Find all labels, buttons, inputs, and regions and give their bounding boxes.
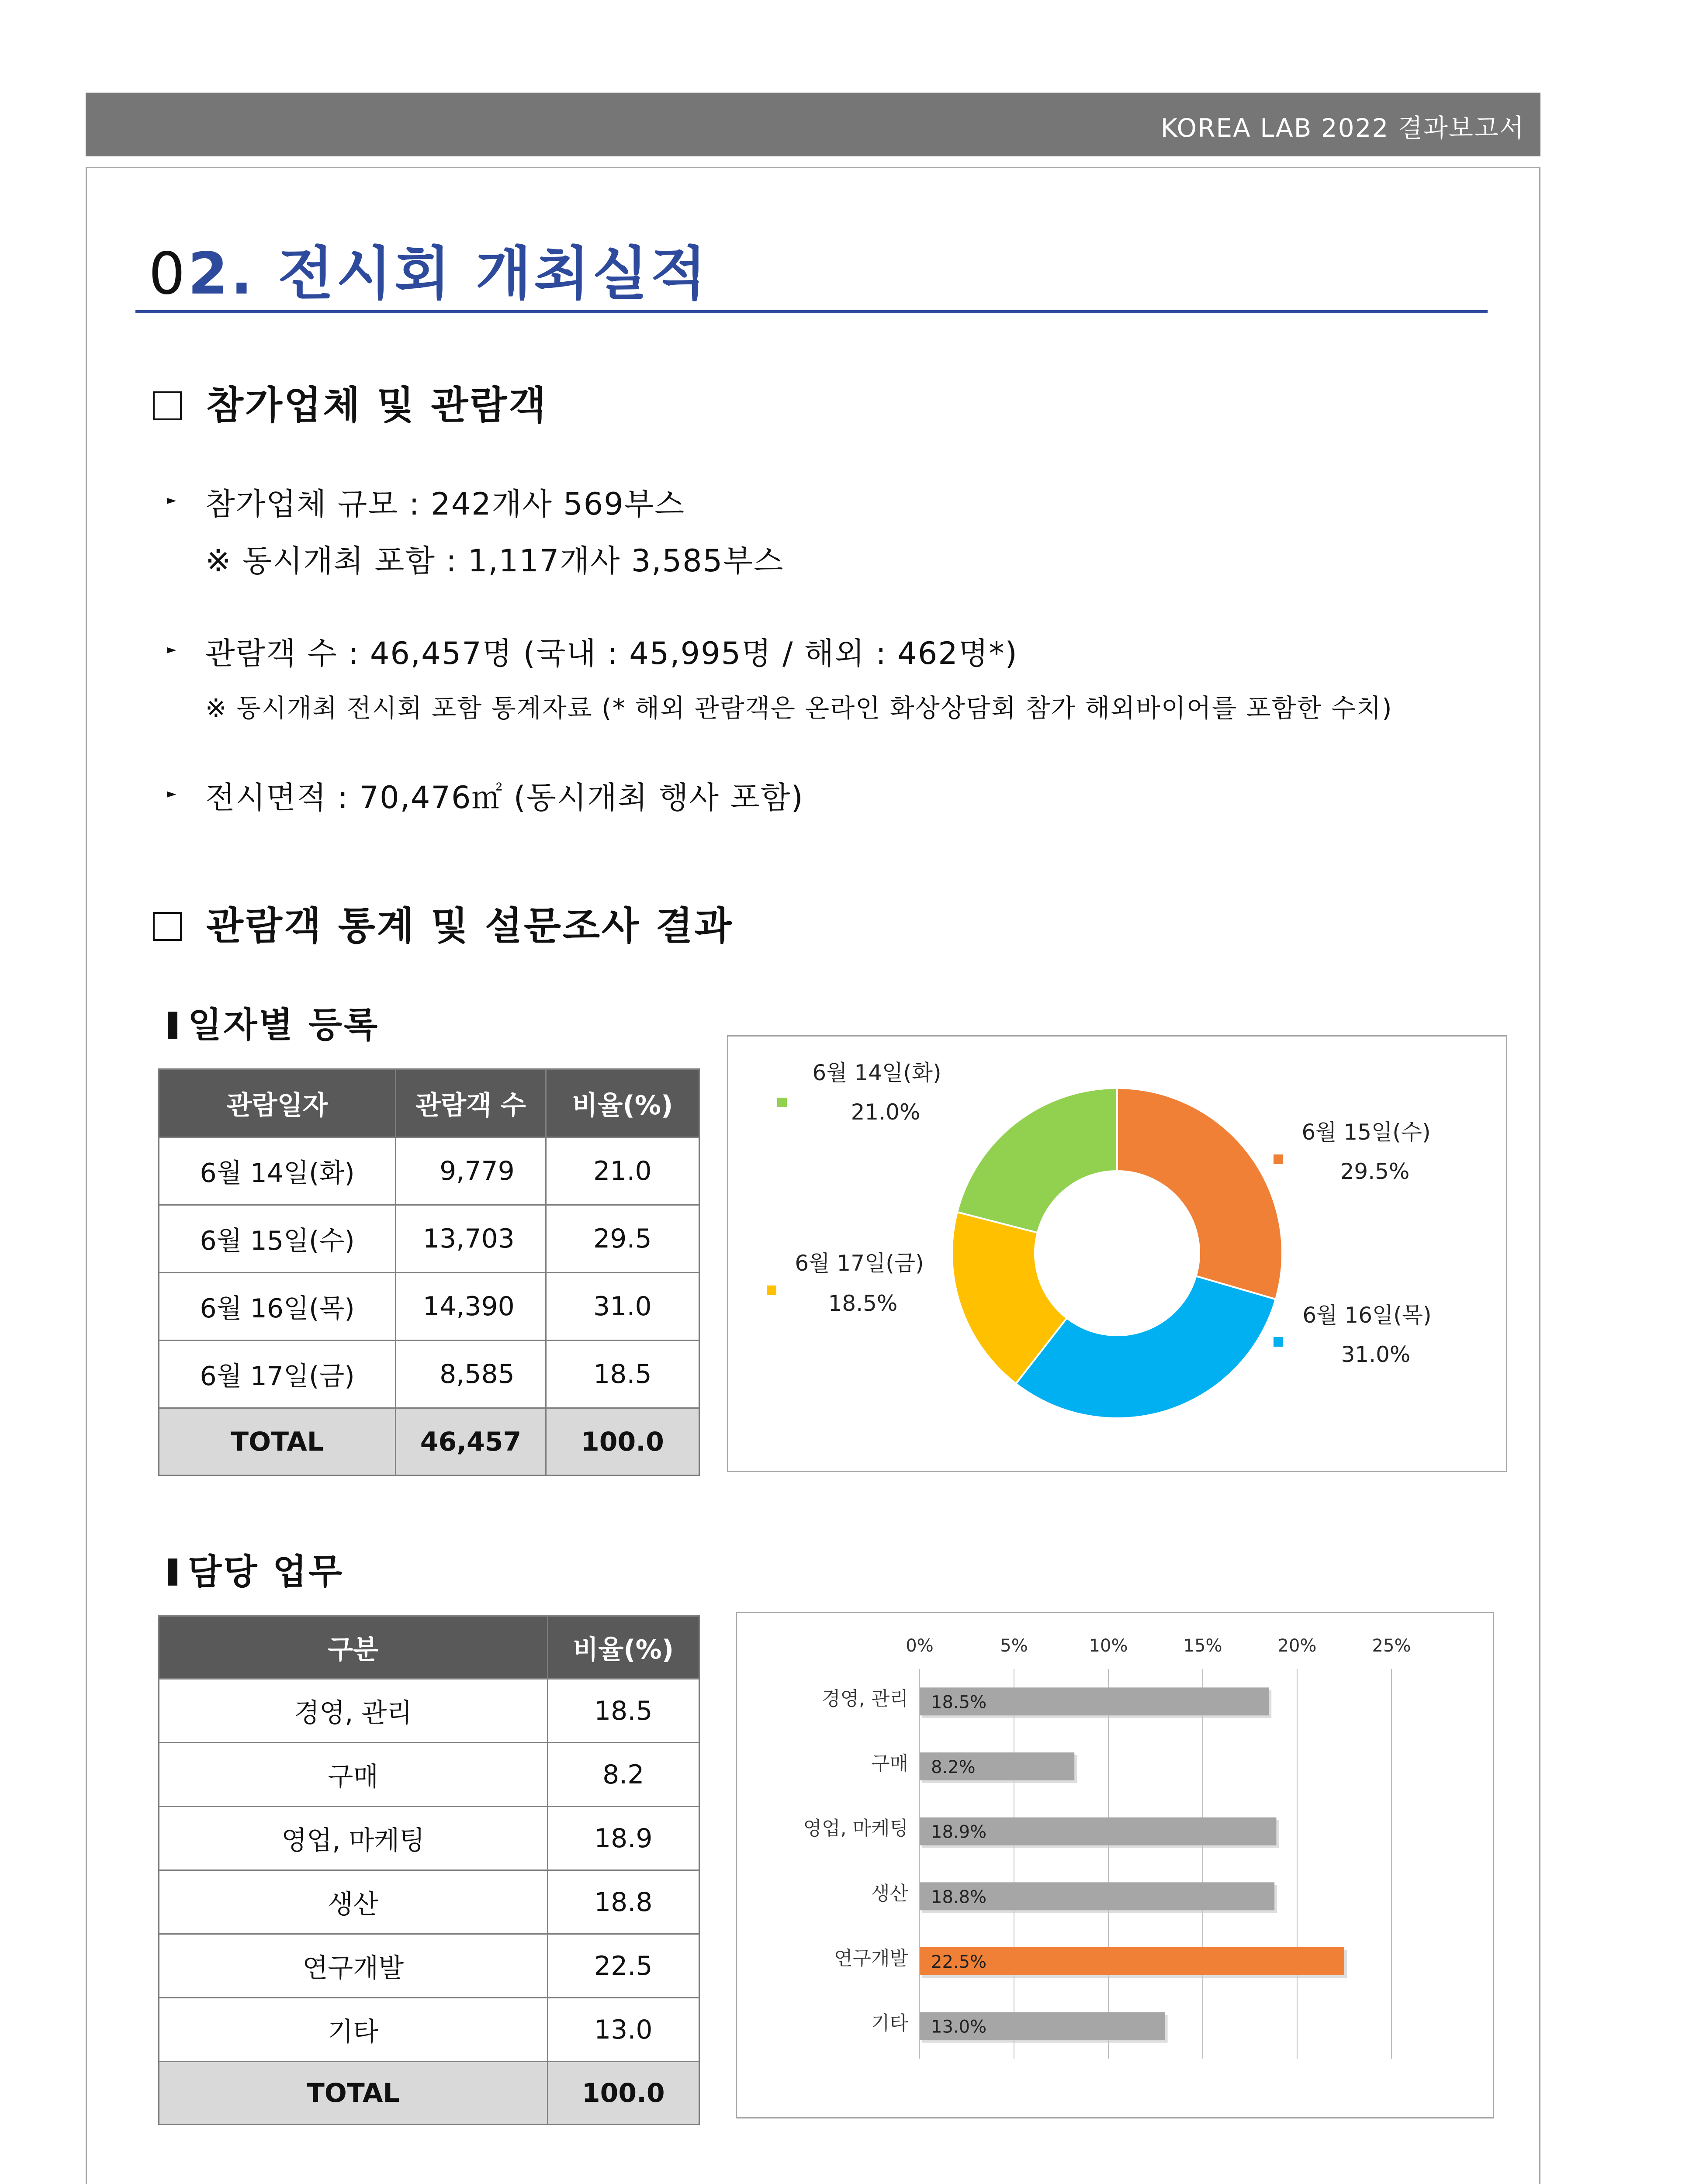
category-label: 경영, 관리 [822, 1687, 908, 1710]
daily-subtitle [168, 997, 379, 1047]
triangle-bullet-icon: ► [167, 786, 177, 801]
bar-chart [737, 1613, 1493, 2117]
table-cell: 영업, 마케팅 [159, 1807, 548, 1870]
table-row [159, 1341, 699, 1408]
table-row [159, 1998, 699, 2062]
bullet-participants: 참가업체 규모 : 242개사 569부스 [205, 486, 685, 522]
slice-value-label: 29.5% [1340, 1159, 1410, 1184]
table-cell: 18.8 [547, 1870, 699, 1934]
table-cell: 6월 14일(화) [159, 1137, 396, 1205]
table-cell: 29.5 [546, 1205, 699, 1273]
table-cell: 기타 [159, 1998, 548, 2062]
category-label: 생산 [871, 1882, 908, 1905]
table-cell: 경영, 관리 [159, 1679, 548, 1743]
x-tick-label: 0% [906, 1636, 934, 1656]
page-title [149, 227, 709, 310]
legend-marker [777, 1098, 787, 1107]
checkbox-square-icon [153, 391, 182, 420]
section1-title [153, 375, 547, 430]
slice-category-label: 6월 16일(목) [1302, 1303, 1432, 1328]
table-row [159, 1273, 699, 1341]
table-cell: 13,703 [396, 1205, 546, 1273]
x-tick-label: 15% [1183, 1636, 1222, 1656]
table-cell: 6월 17일(금) [159, 1341, 396, 1408]
title-number-prefix: 0 [149, 240, 188, 308]
daily-subtitle-text: 일자별 등록 [188, 1005, 380, 1045]
table-cell: 9,779 [396, 1137, 546, 1205]
legend-marker [1274, 1337, 1283, 1347]
duty-subtitle [168, 1544, 344, 1594]
duty-table [158, 1615, 700, 2125]
slice-value-label: 31.0% [1341, 1342, 1411, 1367]
slice-value-label: 21.0% [851, 1099, 921, 1125]
table-header-row [159, 1616, 699, 1679]
section2-title-text: 관람객 통계 및 설문조사 결과 [206, 903, 734, 948]
donut-chart [728, 1037, 1506, 1471]
table-header-cell: 관람객 수 [396, 1069, 546, 1137]
table-header-cell: 구분 [159, 1616, 548, 1679]
daily-table [158, 1068, 700, 1476]
x-tick-label: 20% [1277, 1636, 1317, 1656]
table-row [159, 1870, 699, 1934]
table-cell: 22.5 [547, 1934, 699, 1998]
category-label: 기타 [871, 2012, 908, 2035]
table-cell: 100.0 [546, 1408, 699, 1476]
x-tick-label: 10% [1089, 1636, 1128, 1656]
title-underline [135, 310, 1488, 313]
title-number-suffix: 2. [187, 240, 255, 308]
bar-value-label: 8.2% [931, 1757, 976, 1777]
table-header-cell: 관람일자 [159, 1069, 396, 1137]
bar-value-label: 18.5% [931, 1692, 987, 1713]
category-label: 구매 [871, 1752, 908, 1775]
legend-marker [1274, 1154, 1283, 1164]
table-row [159, 1679, 699, 1743]
table-row [159, 1205, 699, 1273]
category-label: 영업, 마케팅 [803, 1817, 908, 1840]
slice-value-label: 18.5% [828, 1291, 898, 1316]
table-header-row [159, 1069, 699, 1137]
bar-value-label: 18.8% [931, 1887, 987, 1908]
table-cell: 8,585 [396, 1341, 546, 1408]
legend-marker [767, 1286, 776, 1295]
table-cell: TOTAL [159, 2062, 548, 2125]
category-label: 연구개발 [834, 1947, 908, 1970]
table-row [159, 1807, 699, 1870]
table-cell: 13.0 [547, 1998, 699, 2062]
table-cell: 8.2 [547, 1743, 699, 1807]
bullet-area: 전시면적 : 70,476㎡ (동시개최 행사 포함) [205, 780, 804, 816]
table-header-cell: 비율(%) [546, 1069, 699, 1137]
table-cell: 18.5 [546, 1341, 699, 1408]
bar-value-label: 13.0% [931, 2017, 987, 2037]
section2-title [153, 895, 734, 950]
table-cell: 14,390 [396, 1273, 546, 1341]
bullet-visitors: 관람객 수 : 46,457명 (국내 : 45,995명 / 해외 : 462명*) [205, 636, 1018, 671]
header-bar [86, 93, 1540, 156]
subtitle-bar-icon [168, 1012, 177, 1039]
x-tick-label: 5% [1000, 1636, 1028, 1656]
bar-chart-box [736, 1612, 1494, 2118]
title-text: 전시회 개최실적 [277, 240, 709, 308]
donut-slice [1016, 1276, 1276, 1418]
section1-title-text: 참가업체 및 관람객 [206, 383, 548, 428]
table-cell: 6월 16일(목) [159, 1273, 396, 1341]
table-row [159, 1934, 699, 1998]
triangle-bullet-icon: ► [167, 642, 177, 657]
table-cell: 연구개발 [159, 1934, 548, 1998]
table-cell: 100.0 [547, 2062, 699, 2125]
donut-chart-box [727, 1035, 1507, 1472]
table-cell: 31.0 [546, 1273, 699, 1341]
slice-category-label: 6월 17일(금) [795, 1251, 924, 1276]
table-cell: 18.9 [547, 1807, 699, 1870]
table-cell: 구매 [159, 1743, 548, 1807]
subtitle-bar-icon [168, 1559, 177, 1586]
table-cell: 46,457 [396, 1408, 546, 1476]
table-total-row [159, 2062, 699, 2125]
bar-value-label: 18.9% [931, 1822, 987, 1842]
triangle-bullet-icon: ► [167, 493, 177, 507]
bar-value-label: 22.5% [931, 1952, 987, 1972]
table-cell: 6월 15일(수) [159, 1205, 396, 1273]
table-cell: 생산 [159, 1870, 548, 1934]
checkbox-square-icon [153, 912, 182, 941]
slice-category-label: 6월 14일(화) [812, 1060, 941, 1085]
table-row [159, 1137, 699, 1205]
duty-subtitle-text: 담당 업무 [188, 1552, 344, 1592]
table-cell: TOTAL [159, 1408, 396, 1476]
table-row [159, 1743, 699, 1807]
slice-category-label: 6월 15일(수) [1301, 1120, 1431, 1145]
table-cell: 18.5 [547, 1679, 699, 1743]
x-tick-label: 25% [1372, 1636, 1411, 1656]
table-header-cell: 비율(%) [547, 1616, 699, 1679]
header-text: KOREA LAB 2022 결과보고서 [1160, 113, 1525, 143]
note-visitors: ※ 동시개최 전시회 포함 통계자료 (* 해외 관람객은 온라인 화상상담회 참가 해외바이어를 포함한 수치) [205, 693, 1393, 723]
table-total-row [159, 1408, 699, 1476]
note-participants: ※ 동시개최 포함 : 1,117개사 3,585부스 [205, 543, 784, 579]
donut-slice [1117, 1088, 1282, 1299]
table-cell: 21.0 [546, 1137, 699, 1205]
donut-slice [957, 1088, 1117, 1233]
